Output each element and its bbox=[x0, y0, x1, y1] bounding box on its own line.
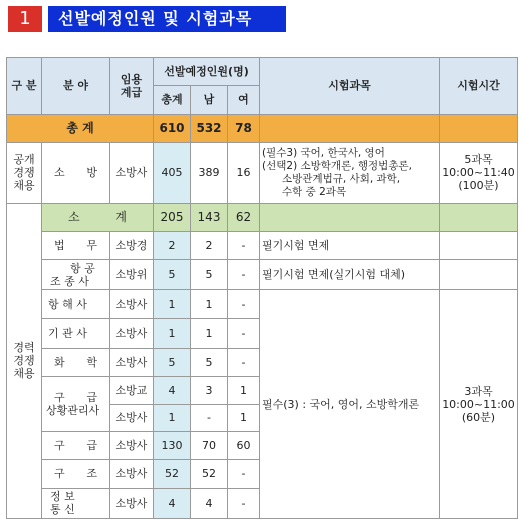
career-field-emergency: 구 급 bbox=[42, 431, 110, 459]
header-field: 분 야 bbox=[42, 58, 110, 115]
career-male: 70 bbox=[191, 431, 228, 459]
career-total: 4 bbox=[154, 488, 191, 518]
career-female: 60 bbox=[228, 431, 260, 459]
recruitment-table bbox=[6, 57, 518, 519]
career-field-chemistry: 화 학 bbox=[42, 349, 110, 377]
career-subtotal-total: 205 bbox=[154, 203, 191, 231]
career-rank: 소방사 bbox=[110, 431, 154, 459]
open-male: 389 bbox=[191, 142, 228, 203]
career-rank: 소방사 bbox=[110, 318, 154, 348]
career-category: 경력 경쟁 채용 bbox=[7, 203, 42, 518]
career-rank: 소방경 bbox=[110, 231, 154, 259]
career-time: 3과목 10:00~11:00 (60분) bbox=[440, 290, 518, 519]
career-female: - bbox=[228, 260, 260, 290]
career-total: 130 bbox=[154, 431, 191, 459]
career-rank: 소방사 bbox=[110, 404, 154, 431]
total-time-empty bbox=[440, 114, 518, 142]
career-rank: 소방위 bbox=[110, 260, 154, 290]
total-count: 610 bbox=[154, 114, 191, 142]
section-heading: 선발예정인원 및 시험과목 bbox=[48, 6, 286, 32]
career-total: 2 bbox=[154, 231, 191, 259]
career-rank: 소방사 bbox=[110, 488, 154, 518]
header-planned: 선발예정인원(명) bbox=[154, 58, 260, 86]
header-subjects: 시험과목 bbox=[260, 58, 440, 115]
career-subtotal-subjects-empty bbox=[260, 203, 440, 231]
header-total: 총계 bbox=[154, 86, 191, 114]
career-male: 4 bbox=[191, 488, 228, 518]
career-subjects-law: 필기시험 면제 bbox=[260, 231, 440, 259]
career-total: 52 bbox=[154, 460, 191, 488]
career-field-law: 법 무 bbox=[42, 231, 110, 259]
career-field-navigator: 항 해 사 bbox=[42, 290, 110, 318]
career-total: 1 bbox=[154, 290, 191, 318]
career-total: 1 bbox=[154, 318, 191, 348]
career-male: 1 bbox=[191, 318, 228, 348]
career-subtotal-time-empty bbox=[440, 203, 518, 231]
career-total: 4 bbox=[154, 377, 191, 404]
open-rank: 소방사 bbox=[110, 142, 154, 203]
career-female: 1 bbox=[228, 377, 260, 404]
career-female: - bbox=[228, 488, 260, 518]
career-subtotal-female: 62 bbox=[228, 203, 260, 231]
career-male: - bbox=[191, 404, 228, 431]
career-field-pilot: 항 공 조 종 사 bbox=[42, 260, 110, 290]
total-label: 총 계 bbox=[7, 114, 154, 142]
career-female: - bbox=[228, 349, 260, 377]
header-gubun: 구 분 bbox=[7, 58, 42, 115]
header-rank: 임용 계급 bbox=[110, 58, 154, 115]
career-field-rescue: 구 조 bbox=[42, 460, 110, 488]
career-subjects-pilot: 필기시험 면제(실기시험 대체) bbox=[260, 260, 440, 290]
career-male: 2 bbox=[191, 231, 228, 259]
open-category: 공개 경쟁 채용 bbox=[7, 142, 42, 203]
career-subtotal-male: 143 bbox=[191, 203, 228, 231]
career-female: - bbox=[228, 460, 260, 488]
career-female: 1 bbox=[228, 404, 260, 431]
header-time: 시험시간 bbox=[440, 58, 518, 115]
header-female: 여 bbox=[228, 86, 260, 114]
career-field-emergency-dispatcher: 구 급 상황관리사 bbox=[42, 377, 110, 432]
career-rank: 소방사 bbox=[110, 290, 154, 318]
header-male: 남 bbox=[191, 86, 228, 114]
career-male: 3 bbox=[191, 377, 228, 404]
career-total: 1 bbox=[154, 404, 191, 431]
career-field-engineer: 기 관 사 bbox=[42, 318, 110, 348]
career-female: - bbox=[228, 231, 260, 259]
open-female: 16 bbox=[228, 142, 260, 203]
career-rank: 소방사 bbox=[110, 460, 154, 488]
career-male: 1 bbox=[191, 290, 228, 318]
open-time: 5과목 10:00~11:40 (100분) bbox=[440, 142, 518, 203]
section-title bbox=[8, 6, 286, 32]
total-subjects-empty bbox=[260, 114, 440, 142]
career-male: 5 bbox=[191, 260, 228, 290]
total-male: 532 bbox=[191, 114, 228, 142]
section-number: 1 bbox=[8, 6, 42, 32]
career-field-it: 정 보 통 신 bbox=[42, 488, 110, 518]
total-female: 78 bbox=[228, 114, 260, 142]
open-field: 소 방 bbox=[42, 142, 110, 203]
career-total: 5 bbox=[154, 349, 191, 377]
career-total: 5 bbox=[154, 260, 191, 290]
career-subtotal-label: 소 계 bbox=[42, 203, 154, 231]
career-time-empty bbox=[440, 231, 518, 259]
career-subjects-common: 필수(3) : 국어, 영어, 소방학개론 bbox=[260, 290, 440, 519]
career-female: - bbox=[228, 318, 260, 348]
career-time-empty bbox=[440, 260, 518, 290]
career-rank: 소방교 bbox=[110, 377, 154, 404]
career-rank: 소방사 bbox=[110, 349, 154, 377]
open-total: 405 bbox=[154, 142, 191, 203]
career-male: 52 bbox=[191, 460, 228, 488]
career-male: 5 bbox=[191, 349, 228, 377]
open-subjects: (필수3) 국어, 한국사, 영어 (선택2) 소방학개론, 행정법총론, 소방관계법규, 사회, 과학, 수학 중 2과목 bbox=[260, 142, 440, 203]
career-female: - bbox=[228, 290, 260, 318]
